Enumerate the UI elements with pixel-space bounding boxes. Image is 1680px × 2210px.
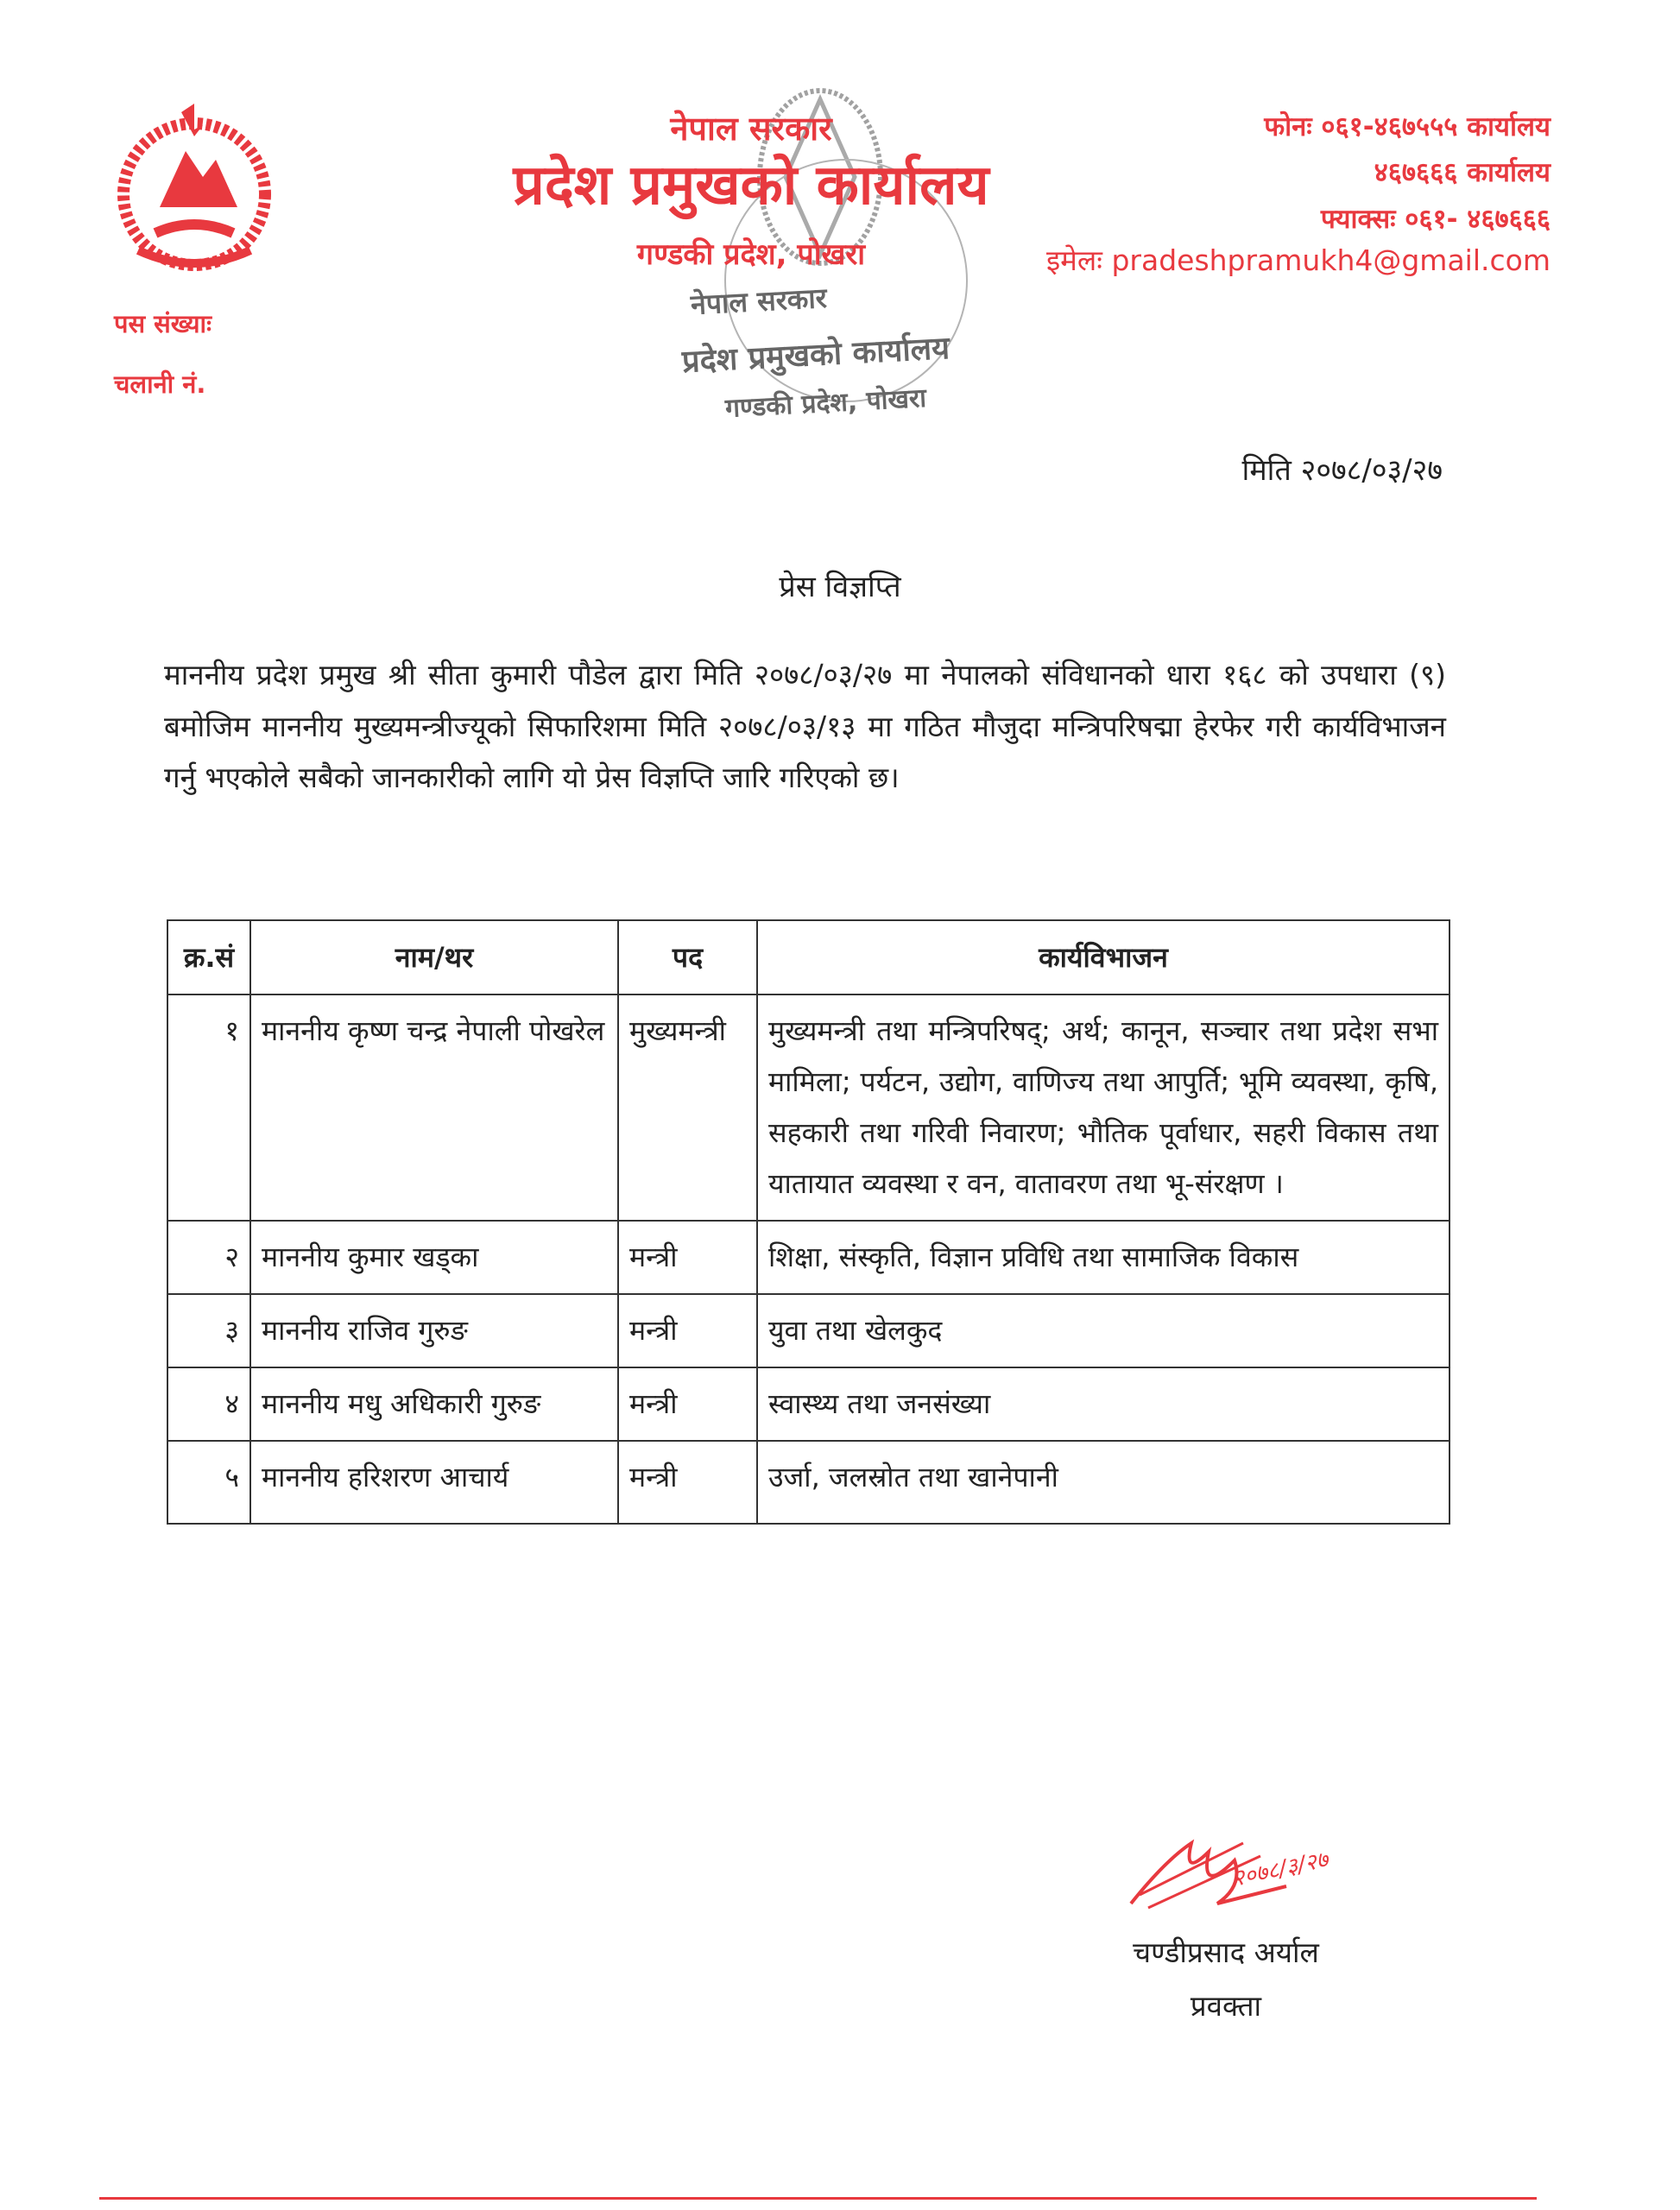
signatory-role: प्रवक्ता: [1190, 1989, 1262, 2023]
cell-post: मुख्यमन्त्री: [618, 994, 757, 1221]
cell-post: मन्त्री: [618, 1441, 757, 1524]
table-row: [167, 1221, 1449, 1294]
stamp-text-1: नेपाल सरकार: [690, 281, 828, 322]
cell-sn: १: [167, 994, 250, 1221]
government-name: नेपाल सरकार: [670, 110, 832, 148]
office-location: गण्डकी प्रदेश, पोखरा: [636, 237, 866, 272]
office-name: प्रदेश प्रमुखको कार्यालय: [513, 154, 989, 218]
table-row: [167, 1294, 1449, 1367]
ref-number-label: पस संख्याः: [114, 309, 212, 338]
footer-divider: [99, 2197, 1537, 2200]
table-row: [167, 994, 1449, 1221]
cell-portfolio: युवा तथा खेलकुद: [757, 1294, 1449, 1367]
cell-post: मन्त्री: [618, 1294, 757, 1367]
dispatch-number-label: चलानी नं.: [114, 369, 206, 399]
cell-sn: ४: [167, 1367, 250, 1441]
contact-fax: फ्याक्सः ०६१- ४६७६६६: [1320, 204, 1551, 235]
table-header-row: [167, 920, 1449, 994]
cell-portfolio: स्वास्थ्य तथा जनसंख्या: [757, 1367, 1449, 1441]
cell-sn: ५: [167, 1441, 250, 1524]
table-row: [167, 1367, 1449, 1441]
cell-name: माननीय कृष्ण चन्द्र नेपाली पोखरेल: [250, 994, 618, 1221]
signatory-name: चण्डीप्रसाद अर्याल: [1133, 1935, 1319, 1969]
cell-portfolio: शिक्षा, संस्कृति, विज्ञान प्रविधि तथा सामाजिक विकास: [757, 1221, 1449, 1294]
cell-post: मन्त्री: [618, 1367, 757, 1441]
cell-sn: २: [167, 1221, 250, 1294]
body-paragraph: माननीय प्रदेश प्रमुख श्री सीता कुमारी पौडेल द्वारा मिति २०७८/०३/२७ मा नेपालको संविधानको धारा १६८ को उपधारा (९) बमोजिम माननीय मुख्यमन्त्रीज्यूको सिफारिशमा मिति २०७८/०३/१३ मा गठित मौजुदा मन्त्रिपरिषद्मा हेरफेर गरी कार्यविभाजन गर्नु भएकोले सबैको जानकारीको लागि यो प्रेस विज्ञप्ति जारि गरिएको छ।: [164, 658, 1446, 794]
stamp-text-3: गण्डकी प्रदेश, पोखरा: [724, 382, 927, 425]
cell-name: माननीय राजिव गुरुङ: [250, 1294, 618, 1367]
header-portfolio: कार्यविभाजन: [757, 920, 1449, 994]
header-sn: क्र.सं: [167, 920, 250, 994]
cell-sn: ३: [167, 1294, 250, 1367]
header-post: पद: [618, 920, 757, 994]
document-title: प्रेस विज्ञप्ति: [779, 570, 901, 604]
cell-portfolio: मुख्यमन्त्री तथा मन्त्रिपरिषद्; अर्थ; कानून, सञ्चार तथा प्रदेश सभा मामिला; पर्यटन, उद्योग, वाणिज्य तथा आपुर्ति; भूमि व्यवस्था, कृषि, सहकारी तथा गरिवी निवारण; भौतिक पूर्वाधार, सहरी विकास तथा यातायात व्यवस्था र वन, वातावरण तथा भू-संरक्षण ।: [757, 994, 1449, 1221]
contact-email: इमेलः pradeshpramukh4@gmail.com: [1045, 243, 1551, 277]
portfolio-table: [167, 919, 1450, 1525]
cell-name: माननीय हरिशरण आचार्य: [250, 1441, 618, 1524]
document-date: मिति २०७८/०३/२७: [1241, 453, 1443, 488]
contact-phone: फोनः ०६१-४६७५५५ कार्यालय: [1264, 111, 1551, 142]
signature-date: २०७८/३/२७: [1230, 1847, 1331, 1892]
stamp-text-2: प्रदेश प्रमुखको कार्यालय: [681, 330, 951, 381]
table-row: [167, 1441, 1449, 1524]
cell-post: मन्त्री: [618, 1221, 757, 1294]
cell-portfolio: उर्जा, जलस्रोत तथा खानेपानी: [757, 1441, 1449, 1524]
header-name: नाम/थर: [250, 920, 618, 994]
contact-phone-2: ४६७६६६ कार्यालय: [1374, 157, 1551, 188]
cell-name: माननीय कुमार खड्का: [250, 1221, 618, 1294]
cell-name: माननीय मधु अधिकारी गुरुङ: [250, 1367, 618, 1441]
handwritten-signature: [1114, 1826, 1373, 1921]
